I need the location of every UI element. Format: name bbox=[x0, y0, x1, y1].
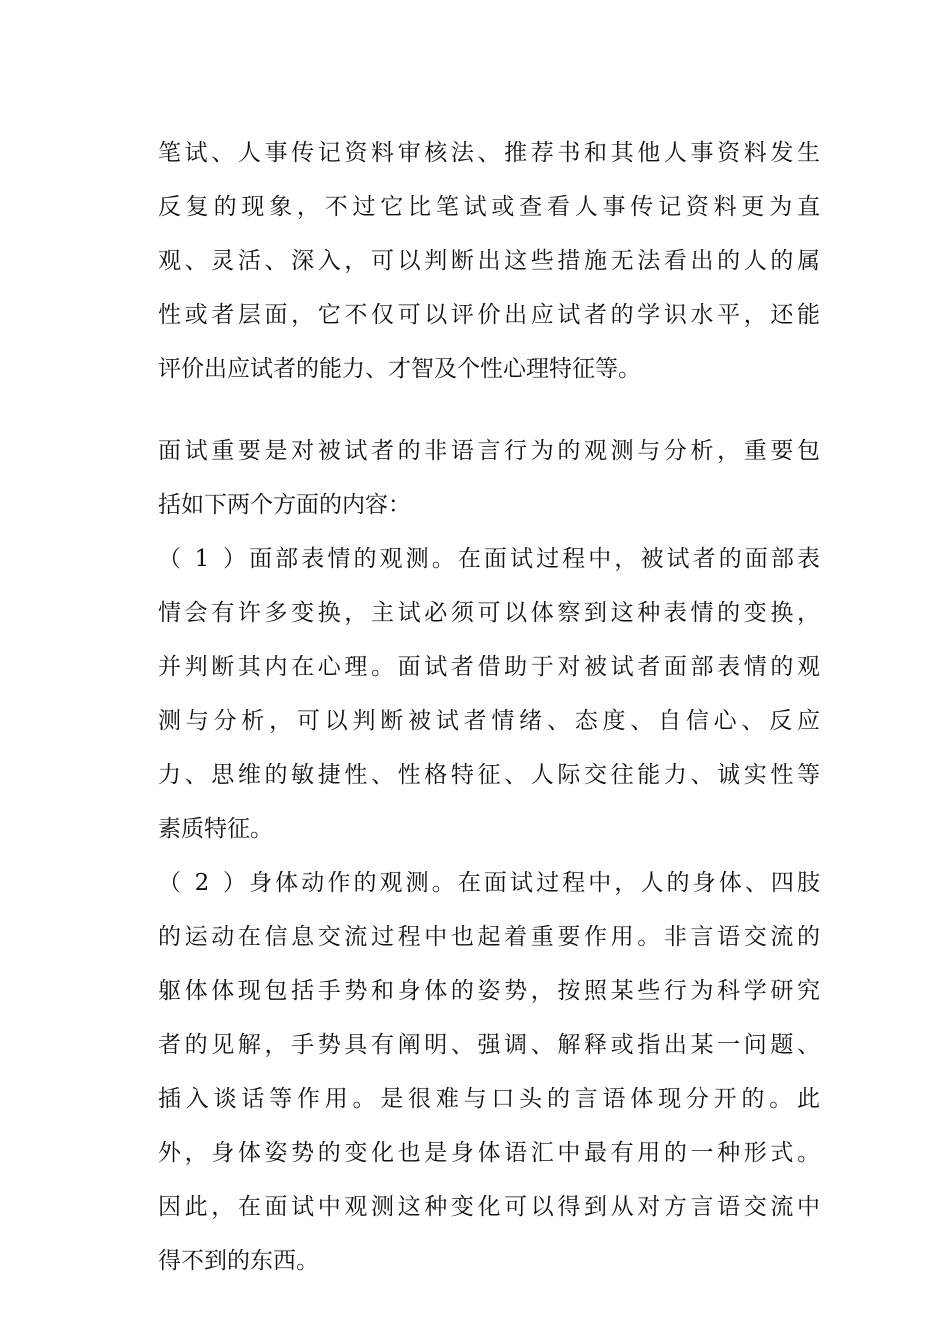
paragraph-interview-advantages bbox=[158, 126, 820, 396]
text-line: 并判断其内在心理。面试者借助于对被试者面部表情的观 bbox=[158, 654, 820, 680]
text-line: 躯体体现包括手势和身体的姿势，按照某些行为科学研究 bbox=[158, 978, 820, 1004]
text-line: 情会有许多变换，主试必须可以体察到这种表情的变换， bbox=[158, 600, 820, 626]
section-nonverbal-observation bbox=[158, 424, 820, 1288]
text-line: 面试重要是对被试者的非语言行为的观测与分析，重要包 bbox=[158, 438, 820, 464]
text-line: 外，身体姿势的变化也是身体语汇中最有用的一种形式。 bbox=[158, 1140, 820, 1166]
list-item-1-first-line bbox=[158, 532, 820, 586]
list-item-number: （2） bbox=[158, 870, 246, 896]
list-item-2-first-line bbox=[158, 856, 820, 910]
text-line: 测与分析，可以判断被试者情绪、态度、自信心、反应 bbox=[158, 708, 820, 734]
list-item-number: （1） bbox=[158, 546, 246, 572]
text-line: 的运动在信息交流过程中也起着重要作用。非言语交流的 bbox=[158, 924, 820, 950]
text-line: 得不到的东西。 bbox=[158, 1248, 319, 1274]
text-line: 者的见解，手势具有阐明、强调、解释或指出某一问题、 bbox=[158, 1032, 820, 1058]
text-line: 笔试、人事传记资料审核法、推荐书和其他人事资料发生 bbox=[158, 140, 820, 166]
text-line: 观、灵活、深入，可以判断出这些措施无法看出的人的属 bbox=[158, 248, 820, 274]
list-item-text: 身体动作的观测。在面试过程中，人的身体、四肢 bbox=[246, 870, 820, 896]
text-line: 力、思维的敏捷性、性格特征、人际交往能力、诚实性等 bbox=[158, 762, 820, 788]
text-line: 反复的现象，不过它比笔试或查看人事传记资料更为直 bbox=[158, 194, 820, 220]
list-item-text: 面部表情的观测。在面试过程中，被试者的面部表 bbox=[246, 546, 820, 572]
text-line: 插入谈话等作用。是很难与口头的言语体现分开的。此 bbox=[158, 1086, 820, 1112]
text-line: 评价出应试者的能力、才智及个性心理特征等。 bbox=[158, 356, 641, 382]
text-line: 素质特征。 bbox=[158, 816, 273, 842]
text-line: 括如下两个方面的内容： bbox=[158, 492, 411, 518]
text-line: 性或者层面，它不仅可以评价出应试者的学识水平，还能 bbox=[158, 302, 820, 328]
text-line: 因此，在面试中观测这种变化可以得到从对方言语交流中 bbox=[158, 1194, 820, 1220]
